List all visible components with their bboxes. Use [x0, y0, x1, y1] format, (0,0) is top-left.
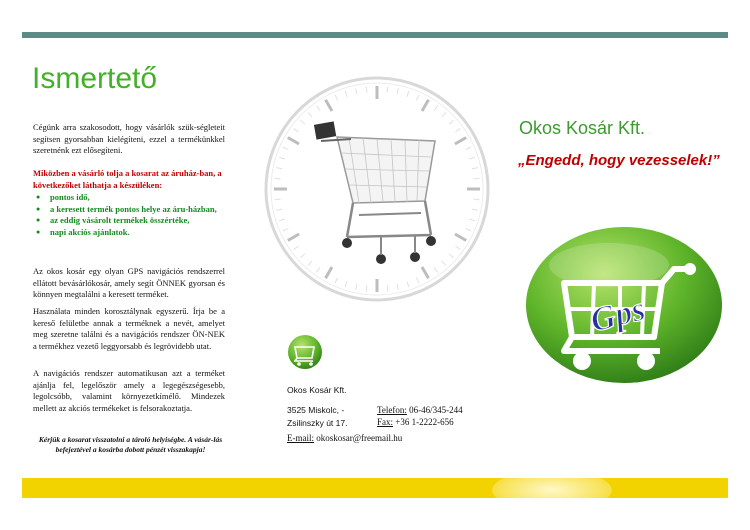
clock-tick [366, 87, 367, 93]
fax-line [377, 417, 454, 427]
fax-number: +36 1-2222-656 [395, 417, 454, 427]
phone-line [377, 405, 463, 415]
clock-tick [366, 285, 367, 291]
highlight-paragraph: Miközben a vásárló tolja a kosarat az áruház-ban, a következőket láthatja a készüléken: [33, 168, 222, 190]
page-title: Ismertető [32, 62, 158, 95]
bottom-bar-highlight [492, 478, 612, 498]
description-paragraph: Az okos kosár egy olyan GPS navigációs rendszerrel ellátott bevásárlókosár, amely segít ÖNNEK gyorsan és könnyen megtalálni a keresett terméket. [33, 266, 225, 299]
top-divider-bar [22, 32, 728, 38]
address-line-2: Zsilinszky út 17. [287, 418, 348, 428]
email-line [287, 433, 402, 443]
small-gps-logo [287, 334, 323, 370]
usage-paragraph: Használata minden korosztálynak egyszerű. Írja be a kereső felületbe annak a terméknek a nevét, amelyet meg szeretne találni és a navigációs rendszer ÖN-NEK a termékhez vezető leggyorsabb és legrövidebb utat. [33, 306, 225, 351]
email-address[interactable]: okoskosar@freemail.hu [316, 433, 403, 443]
feature-item: ● napi akciós ajánlatok. [36, 227, 226, 239]
clock-tick [473, 178, 479, 179]
fax-label: Fax: [377, 417, 394, 427]
clock-tick [275, 199, 281, 200]
address-line-1: 3525 Miskolc, - [287, 405, 345, 415]
clock-cart-illustration [263, 75, 491, 303]
navigation-paragraph: A navigációs rendszer automatikusan azt a terméket ajánlja fel, legelőször amely a legegészségesebb, legolcsóbb, valamint környezetkímélő. Mindezek mellett az akciós termékeket is felsorakoztatja. [33, 368, 225, 413]
clock-tick [275, 178, 281, 179]
gps-logo-text: Gps [586, 290, 649, 340]
email-label: E-mail: [287, 433, 314, 443]
feature-item: ● az eddig vásárolt termékek összértéke, [36, 215, 226, 227]
gps-cart-logo [524, 225, 724, 385]
slogan: „Engedd, hogy vezesselek!” [518, 152, 720, 169]
contact-company-name: Okos Kosár Kft. [287, 385, 347, 395]
clock-tick [473, 199, 479, 200]
phone-number: 06-46/345-244 [409, 405, 463, 415]
intro-paragraph: Cégünk arra szakosodott, hogy vásárlók szük-ségleteit segítsen gyorsabban kielégíteni, ezzel a termékünkkel szeretnénk ezt elősegíteni. [33, 122, 225, 155]
feature-item: ● pontos idő, [36, 192, 226, 204]
feature-list [36, 192, 226, 238]
phone-label: Telefon: [377, 405, 407, 415]
clock-tick [387, 87, 388, 93]
return-notice: Kérjük a kosarat visszatolni a tároló helyiségbe. A vásár-lás befejeztével a kosárba dobott pénzét visszakapja! [38, 435, 223, 454]
bottom-divider-bar [22, 478, 728, 498]
feature-item: ● a keresett termék pontos helye az áru-házban, [36, 204, 226, 216]
clock-tick [387, 285, 388, 291]
company-name: Okos Kosár Kft. [519, 118, 646, 138]
